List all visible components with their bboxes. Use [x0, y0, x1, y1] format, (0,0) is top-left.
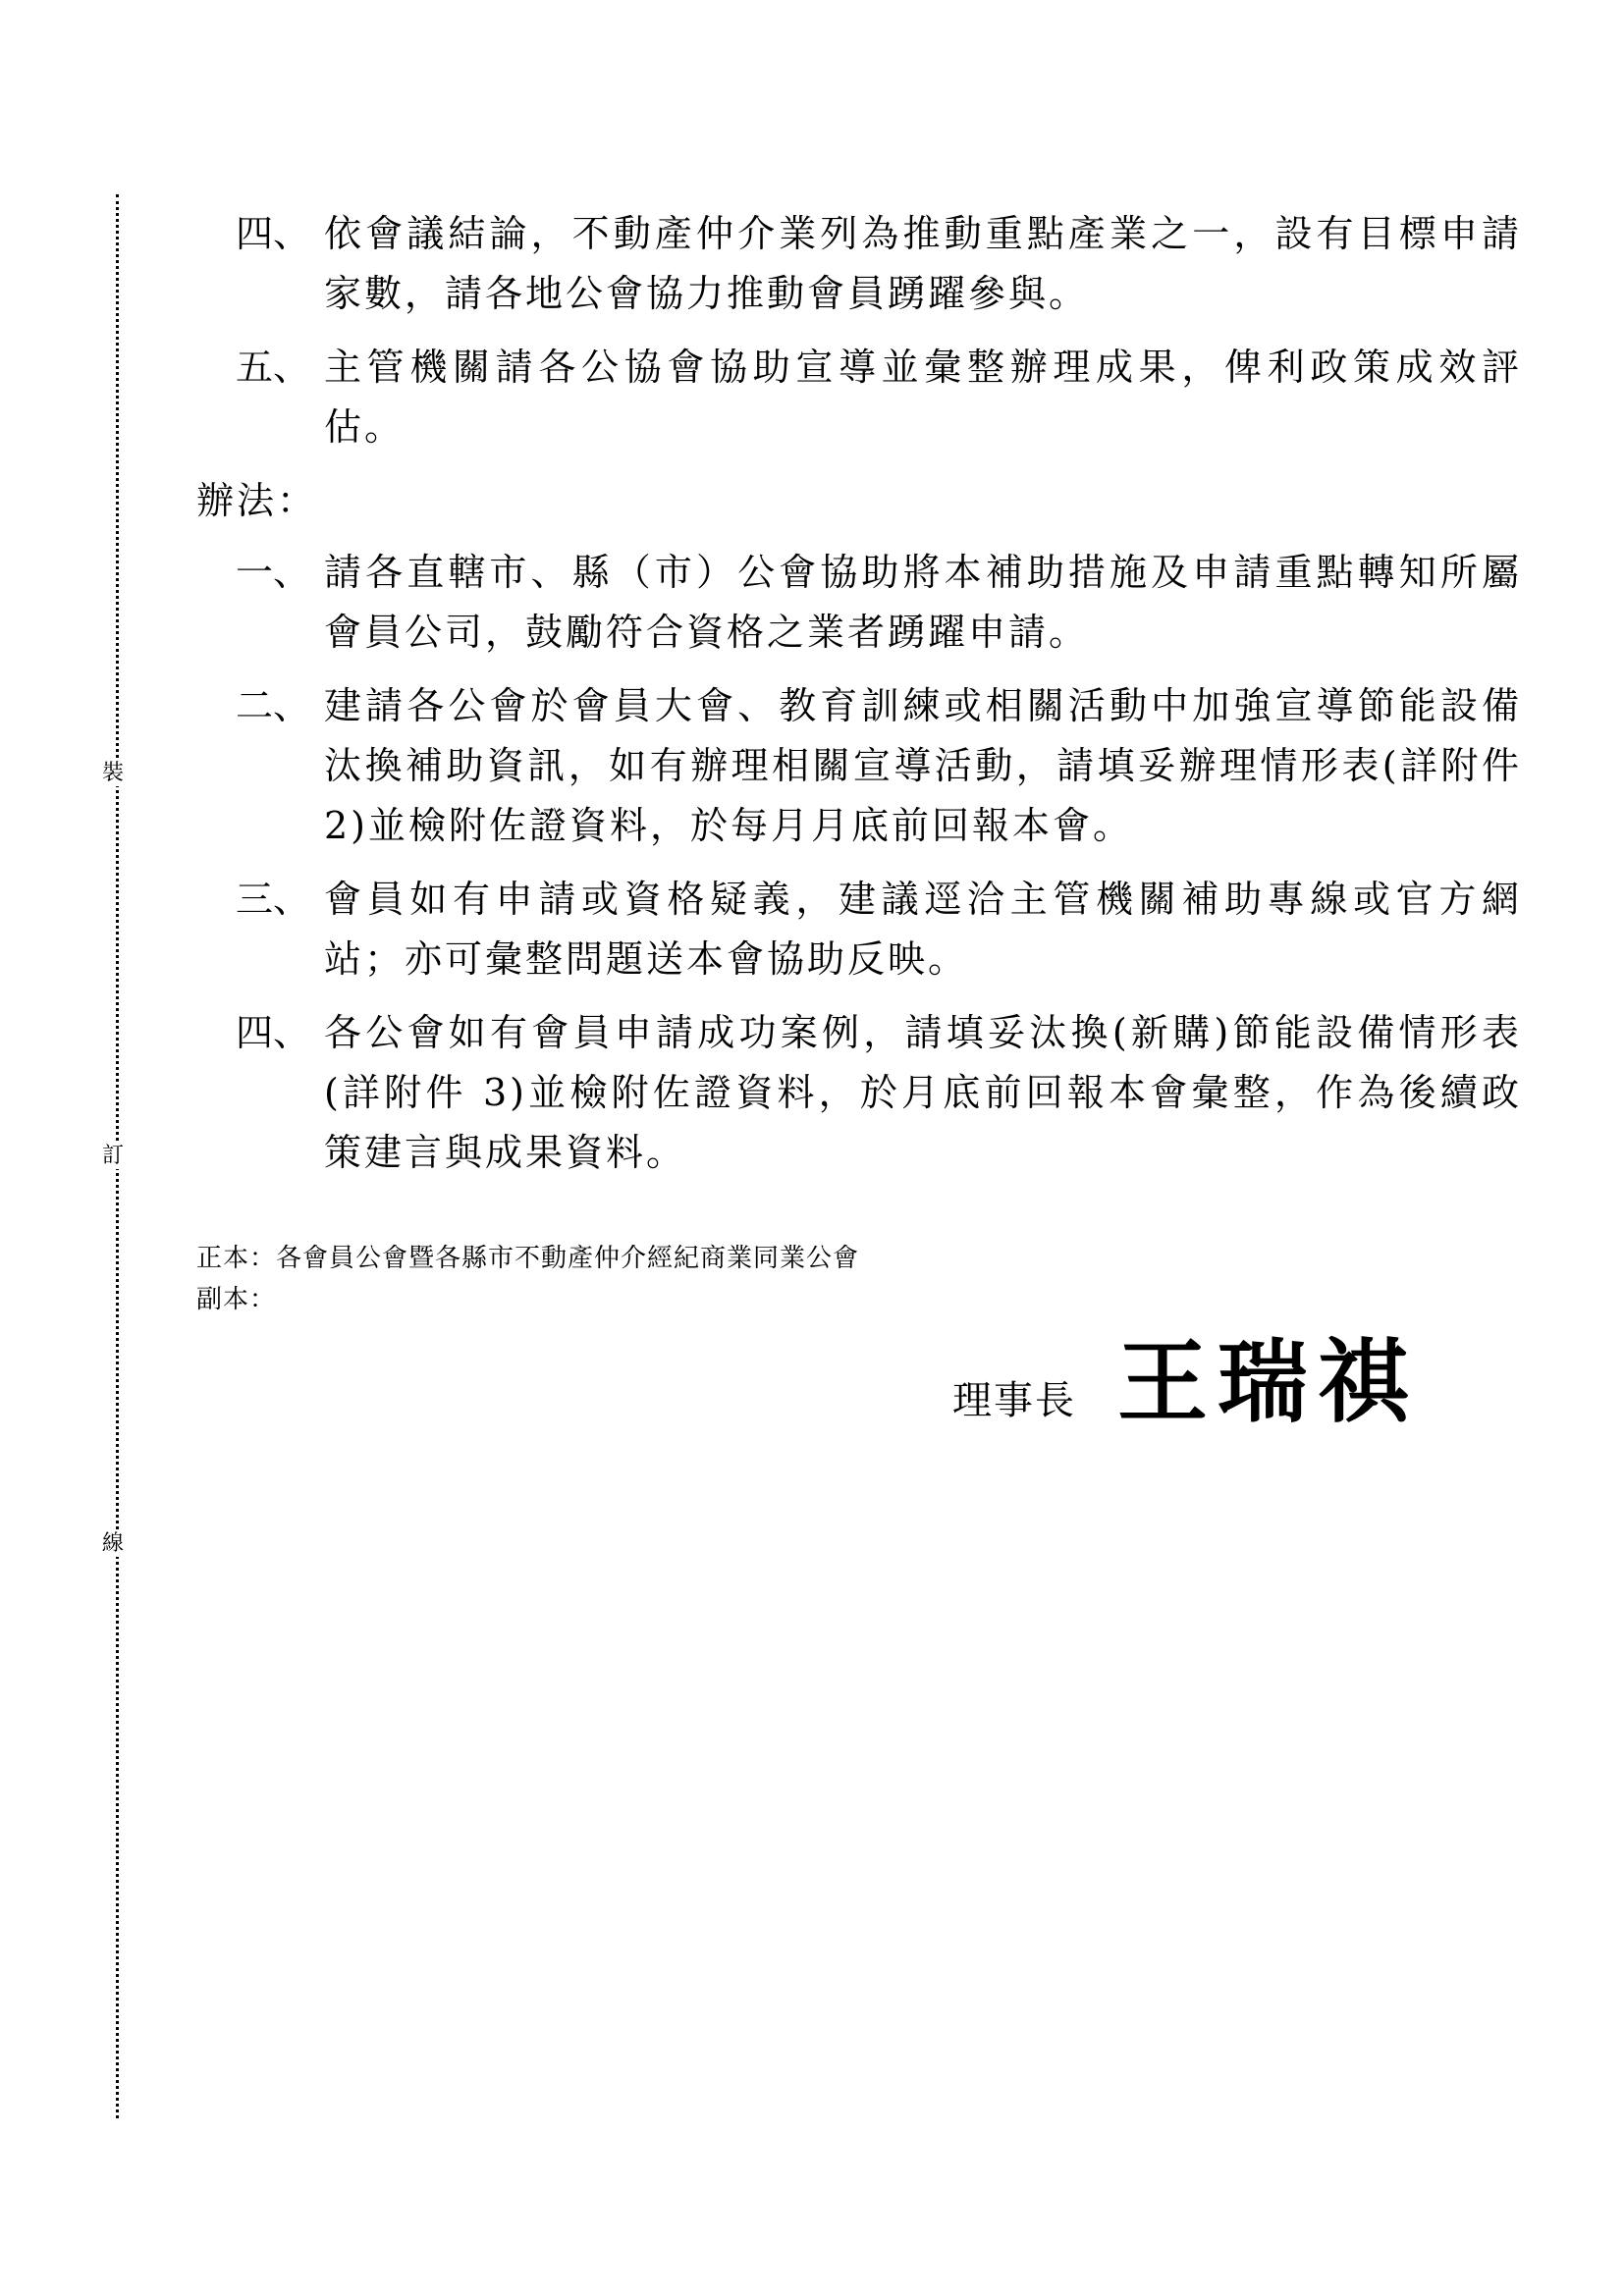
item-number: 一、 — [236, 551, 311, 594]
item-text: 會員如有申請或資格疑義，建議逕洽主管機關補助專線或官方網站；亦可彙整問題送本會協助反映。 — [324, 878, 1522, 981]
item-number: 五、 — [236, 346, 311, 389]
item-text: 請各直轄市、縣（市）公會協助將本補助措施及申請重點轉知所屬會員公司，鼓勵符合資格之業者踴躍申請。 — [324, 551, 1522, 654]
original-recipients: 正本：各會員公會暨各縣市不動產仲介經紀商業同業公會 — [196, 1244, 860, 1273]
copy-recipients: 副本： — [196, 1285, 277, 1314]
item-text: 主管機關請各公協會協助宣導並彙整辦理成果，俾利政策成效評估。 — [324, 346, 1522, 449]
signatory-name: 王瑞祺 — [1117, 1329, 1419, 1435]
list-item — [196, 543, 1522, 663]
item-text: 各公會如有會員申請成功案例，請填妥汰換(新購)節能設備情形表(詳附件 3)並檢附佐證資料，於月底前回報本會彙整，作為後續政策建言與成果資料。 — [324, 1011, 1522, 1174]
signatory-title: 理事長 — [952, 1378, 1076, 1423]
recipient-block — [196, 1238, 1522, 1320]
binding-char-xian: 線 — [102, 1531, 125, 1556]
item-number: 二、 — [236, 684, 311, 727]
item-text: 建請各公會於會員大會、教育訓練或相關活動中加強宣導節能設備汰換補助資訊，如有辦理相關宣導活動，請填妥辦理情形表(詳附件 2)並檢附佐證資料，於每月月底前回報本會。 — [324, 684, 1522, 847]
item-number: 四、 — [236, 212, 311, 255]
binding-char-ding: 訂 — [102, 1144, 125, 1168]
list-item — [196, 676, 1522, 856]
binding-char-zhuang: 裝 — [102, 761, 125, 785]
item-number: 三、 — [236, 878, 311, 921]
list-item — [196, 338, 1522, 457]
signature-block — [952, 1310, 1418, 1440]
item-text: 依會議結論，不動產仲介業列為推動重點產業之一，設有目標申請家數，請各地公會協力推動會員踴躍參與。 — [324, 212, 1522, 315]
document-body — [196, 204, 1522, 1320]
list-item — [196, 870, 1522, 989]
item-number: 四、 — [236, 1011, 311, 1054]
list-item — [196, 1003, 1522, 1183]
method-heading: 辦法： — [196, 479, 318, 522]
list-item — [196, 204, 1522, 324]
